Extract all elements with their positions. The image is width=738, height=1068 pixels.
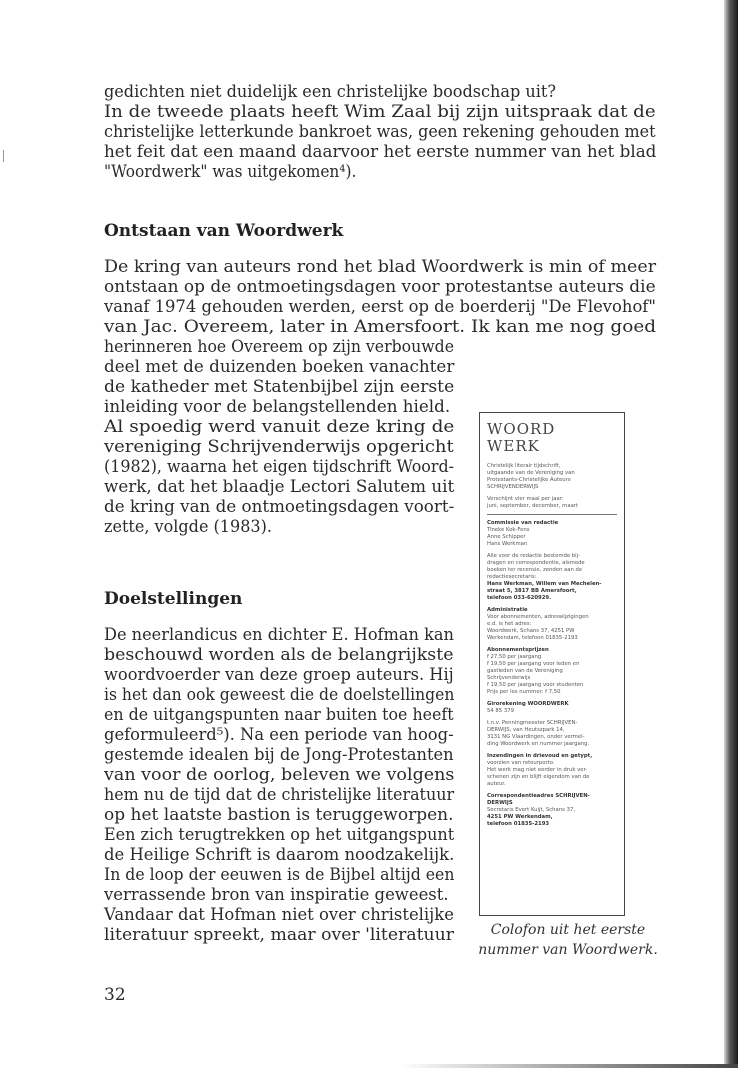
colofon-line: DERWIJS [487, 800, 513, 806]
colofon-line: Anne Schipper [487, 534, 526, 540]
colofon-line: gastleden van de Vereniging [487, 668, 563, 674]
colofon-line: f 27,50 per jaargang [487, 654, 542, 660]
text-line: De kring van auteurs rond het blad Woordwerk is min of meer [104, 257, 657, 277]
text-line: gedichten niet duidelijk een christelijke boodschap uit? [104, 82, 556, 102]
colofon-line: auteur. [487, 781, 506, 787]
colofon-line: Woordwerk, Schans 37, 4251 PW [487, 628, 575, 634]
text-line: De neerlandicus en dichter E. Hofman kan [104, 625, 454, 645]
colofon-line: 3131 NG Vlaardingen, onder vermel- [487, 734, 585, 740]
colofon-line: ding Woordwerk en nummer jaargang. [487, 741, 590, 747]
colofon-line: Hans Werkman [487, 541, 528, 547]
colofon-line: Abonnementsprijzen [487, 647, 549, 653]
text-line: inleiding voor de belangstellenden hield. [104, 397, 451, 417]
colofon-line: DERWIJS, van Heutszpark 14, [487, 727, 565, 733]
text-line: christelijke letterkunde bankroet was, geen rekening gehouden met [104, 122, 656, 142]
colofon-line: straat 5, 3817 BB Amersfoort, [487, 588, 577, 594]
page-edge-shadow [724, 0, 738, 1068]
logo-line: WOORD [487, 420, 556, 438]
colofon-line: uitgaande van de Vereniging van [487, 470, 575, 476]
colofon-line: 4251 PW Werkendam, [487, 814, 553, 820]
colofon-line: Tineke Kok-Fens [487, 527, 530, 533]
woordwerk-logo [487, 421, 617, 455]
colofon-text [487, 463, 617, 828]
section-heading-ontstaan: Ontstaan van Woordwerk [104, 221, 344, 241]
colofon-line: Alle voor de redactie bestemde bij- [487, 553, 581, 559]
colofon-line: Het werk mag niet eerder in druk ver- [487, 767, 588, 773]
colofon-line: Werkendam, telefoon 01835-2193 [487, 635, 578, 641]
text-line: In de loop der eeuwen is de Bijbel altijd een [104, 865, 455, 885]
text-line: beschouwd worden als de belangrijkste [104, 645, 454, 665]
colofon-line: Commissie van redactie [487, 520, 559, 526]
text-line: de katheder met Statenbijbel zijn eerste [104, 377, 455, 397]
margin-mark [3, 150, 4, 162]
text-line: zette, volgde (1983). [104, 517, 272, 537]
colofon-line: telefoon 01835-2193 [487, 821, 550, 827]
logo-line: WERK [487, 437, 540, 455]
text-line: gestemde idealen bij de Jong-Protestanten [104, 745, 454, 765]
text-line: vereniging Schrijvenderwijs opgericht [104, 437, 454, 457]
text-line: het feit dat een maand daarvoor het eerste nummer van het blad [104, 142, 657, 162]
colofon-line: dragen en correspondentie, alsmede [487, 560, 585, 566]
colofon-line: voorzien van retourporto. [487, 760, 555, 766]
colofon-line: f 19,50 per jaargang voor studenten [487, 682, 584, 688]
colofon-line: e.d. is het adres: [487, 621, 532, 627]
text-line: vanaf 1974 gehouden werden, eerst op de boerderij "De Flevohof" [104, 297, 656, 317]
colofon-line: t.n.v. Penningmeester SCHRIJVEN- [487, 720, 578, 726]
text-line: verrassende bron van inspiratie geweest. [104, 885, 449, 905]
text-line: In de tweede plaats heeft Wim Zaal bij zijn uitspraak dat de [104, 102, 656, 122]
caption-line: Colofon uit het eerste [490, 922, 646, 938]
colofon-box [479, 412, 625, 916]
page-bottom-shadow [400, 1064, 738, 1068]
text-line: geformuleerd⁵). Na een periode van hoog- [104, 725, 454, 745]
colofon-line: redactiesecretaris: [487, 574, 537, 580]
colofon-line: Prijs per los nummer: f 7,50 [487, 689, 561, 695]
text-line: Een zich terugtrekken op het uitgangspunt [104, 825, 455, 845]
text-line: van Jac. Overeem, later in Amersfoort. Ik kan me nog goed [104, 317, 657, 337]
colofon-line: Protestants-Christelijke Auteurs [487, 477, 571, 483]
colofon-line: Secretaris Evert Kuijt, Schans 37, [487, 807, 576, 813]
text-line: literatuur spreekt, maar over 'literatuur [104, 925, 454, 945]
colofon-line: Correspondentieadres SCHRIJVEN- [487, 793, 590, 799]
colofon-line: schenen zijn en blijft eigendom van de [487, 774, 590, 780]
text-line: is het dan ook geweest die de doelstellingen [104, 685, 455, 705]
colofon-rule [487, 514, 617, 515]
colofon-line: Hans Werkman, Willem van Mechelen- [487, 581, 602, 587]
colofon-line: f 19,50 per jaargang voor leden en [487, 661, 580, 667]
text-line: op het laatste bastion is teruggeworpen. [104, 805, 454, 825]
text-line: de Heilige Schrift is daarom noodzakelijk. [104, 845, 455, 865]
figure-caption [468, 920, 668, 960]
colofon-line: 54 85 379 [487, 708, 514, 714]
text-line: (1982), waarna het eigen tijdschrift Woord- [104, 457, 455, 477]
caption-line: nummer van Woordwerk. [478, 942, 658, 958]
page-number: 32 [104, 985, 126, 1005]
text-line: werk, dat het blaadje Lectori Salutem uit [104, 477, 455, 497]
text-line: Vandaar dat Hofman niet over christelijke [104, 905, 454, 925]
colofon-line: juni, september, december, maart [487, 503, 579, 509]
colofon-line: Schrijvenderwijs [487, 675, 531, 681]
colofon-line: telefoon 033-620929. [487, 595, 552, 601]
colofon-line: boeken ter recensie, zenden aan de [487, 567, 583, 573]
text-line: van voor de oorlog, beleven we volgens [104, 765, 455, 785]
text-line: hem nu de tijd dat de christelijke literatuur [104, 785, 455, 805]
text-line: herinneren hoe Overeem op zijn verbouwde [104, 337, 454, 357]
colofon-line: Girorekening WOORDWERK [487, 701, 569, 707]
text-line: de kring van de ontmoetingsdagen voort- [104, 497, 455, 517]
text-line: woordvoerder van deze groep auteurs. Hij [104, 665, 454, 685]
text-line: "Woordwerk" was uitgekomen⁴). [104, 162, 357, 182]
colofon-line: Verschijnt vier maal per jaar: [487, 496, 564, 502]
colofon-line: SCHRIJVENDERWIJS [487, 484, 539, 490]
text-line: deel met de duizenden boeken vanachter [104, 357, 455, 377]
colofon-line: Administratie [487, 607, 528, 613]
section-heading-doelstellingen: Doelstellingen [104, 589, 243, 609]
text-line: en de uitgangspunten naar buiten toe heeft [104, 705, 454, 725]
text-line: Al spoedig werd vanuit deze kring de [104, 417, 455, 437]
text-line: ontstaan op de ontmoetingsdagen voor protestantse auteurs die [104, 277, 656, 297]
colofon-line: Voor abonnementen, adreswijzigingen [487, 614, 589, 620]
colofon-line: Inzendingen in drievoud en getypt, [487, 753, 593, 759]
colofon-line: Christelijk literair tijdschrift, [487, 463, 561, 469]
